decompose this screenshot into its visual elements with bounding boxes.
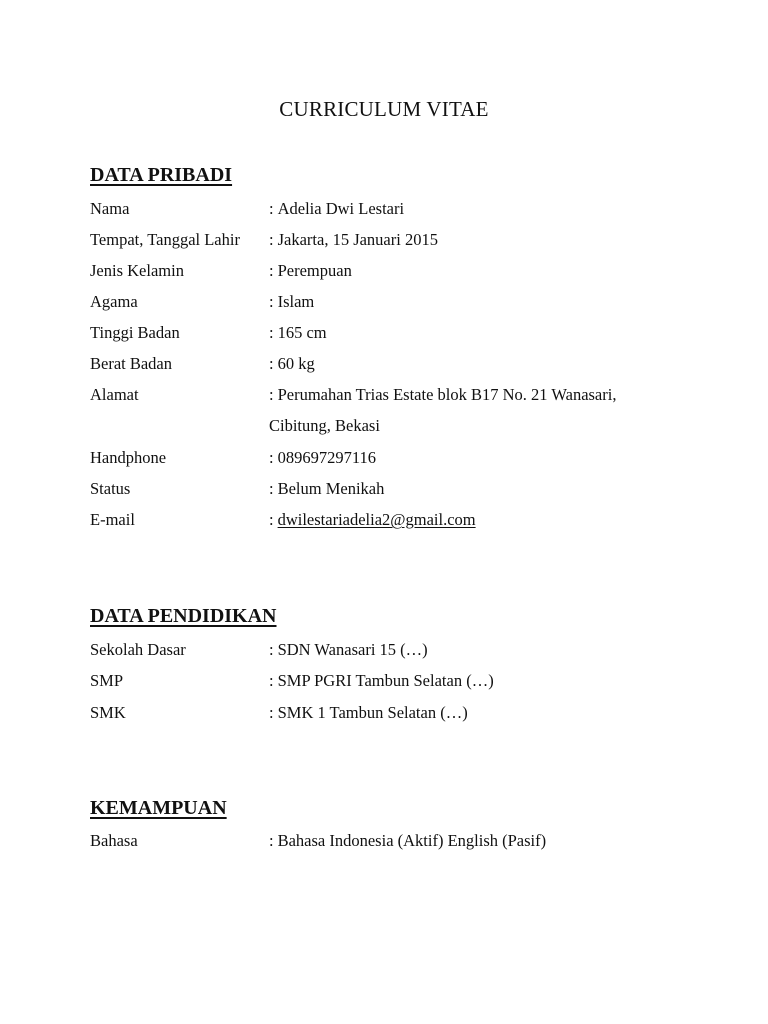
section-heading-skills: KEMAMPUAN — [90, 797, 227, 819]
field-value — [269, 289, 314, 315]
field-value-continuation: Cibitung, Bekasi — [269, 416, 380, 435]
field-value — [269, 445, 376, 471]
section-heading-education: DATA PENDIDIKAN — [90, 605, 277, 627]
field-value — [269, 476, 384, 502]
field-row-alamat — [90, 382, 710, 439]
field-separator: : — [269, 831, 274, 850]
field-label: Berat Badan — [90, 354, 173, 373]
document-title: CURRICULUM VITAE — [279, 97, 489, 121]
field-value — [269, 382, 616, 408]
field-separator: : — [269, 479, 274, 498]
field-separator: : — [269, 199, 274, 218]
field-value-text: Perempuan — [277, 261, 352, 280]
field-value-text: 60 kg — [277, 354, 315, 373]
field-row-agama — [90, 289, 710, 315]
field-label: SMK — [90, 703, 126, 722]
field-separator: : — [269, 385, 274, 404]
field-value — [269, 507, 476, 533]
field-row-handphone — [90, 445, 710, 471]
field-value-text: SDN Wanasari 15 (…) — [277, 640, 428, 659]
field-row-smp — [90, 668, 710, 694]
field-label: Sekolah Dasar — [90, 640, 186, 659]
field-row-tinggi-badan — [90, 320, 710, 346]
field-row-tempat-tanggal-lahir — [90, 227, 710, 253]
field-row-berat-badan — [90, 351, 710, 377]
field-separator: : — [269, 292, 274, 311]
field-separator: : — [269, 671, 274, 690]
field-label: Status — [90, 479, 131, 498]
field-separator: : — [269, 354, 274, 373]
field-row-smk — [90, 700, 710, 726]
field-row-jenis-kelamin — [90, 258, 710, 284]
field-value — [269, 828, 546, 854]
field-value-text: Bahasa Indonesia (Aktif) English (Pasif) — [277, 831, 547, 850]
field-separator: : — [269, 323, 274, 342]
field-row-nama — [90, 196, 710, 222]
field-value — [269, 227, 438, 253]
field-value — [269, 320, 327, 346]
field-value-text: 165 cm — [277, 323, 327, 342]
field-separator: : — [269, 448, 274, 467]
field-label: Jenis Kelamin — [90, 261, 184, 280]
field-row-bahasa — [90, 828, 710, 854]
field-value — [269, 668, 494, 694]
field-value-text: 089697297116 — [277, 448, 376, 467]
field-value — [269, 351, 315, 377]
field-separator: : — [269, 230, 274, 249]
field-value-text: Adelia Dwi Lestari — [277, 199, 405, 218]
field-value — [269, 700, 468, 726]
field-value — [269, 196, 404, 222]
field-value-text: Belum Menikah — [277, 479, 385, 498]
field-label: E-mail — [90, 510, 135, 529]
email-link[interactable]: dwilestariadelia2@gmail.com — [277, 510, 476, 529]
field-separator: : — [269, 261, 274, 280]
field-label: Tempat, Tanggal Lahir — [90, 230, 240, 249]
field-label: SMP — [90, 671, 124, 690]
field-label: Nama — [90, 199, 130, 218]
field-row-status — [90, 476, 710, 502]
field-row-sekolah-dasar — [90, 637, 710, 663]
field-value — [269, 258, 352, 284]
field-row-email — [90, 507, 710, 533]
field-label: Bahasa — [90, 831, 138, 850]
field-value-text: Perumahan Trias Estate blok B17 No. 21 Wanasari, — [277, 385, 617, 404]
field-value-text: SMK 1 Tambun Selatan (…) — [277, 703, 468, 722]
field-label: Handphone — [90, 448, 167, 467]
field-value-text: SMP PGRI Tambun Selatan (…) — [277, 671, 494, 690]
field-separator: : — [269, 640, 274, 659]
field-value-text: Islam — [277, 292, 315, 311]
field-value — [269, 637, 428, 663]
field-separator: : — [269, 703, 274, 722]
section-heading-personal: DATA PRIBADI — [90, 164, 233, 186]
field-value-text: Jakarta, 15 Januari 2015 — [277, 230, 438, 249]
field-separator: : — [269, 510, 274, 529]
field-label: Alamat — [90, 385, 139, 404]
field-label: Agama — [90, 292, 138, 311]
field-label: Tinggi Badan — [90, 323, 180, 342]
